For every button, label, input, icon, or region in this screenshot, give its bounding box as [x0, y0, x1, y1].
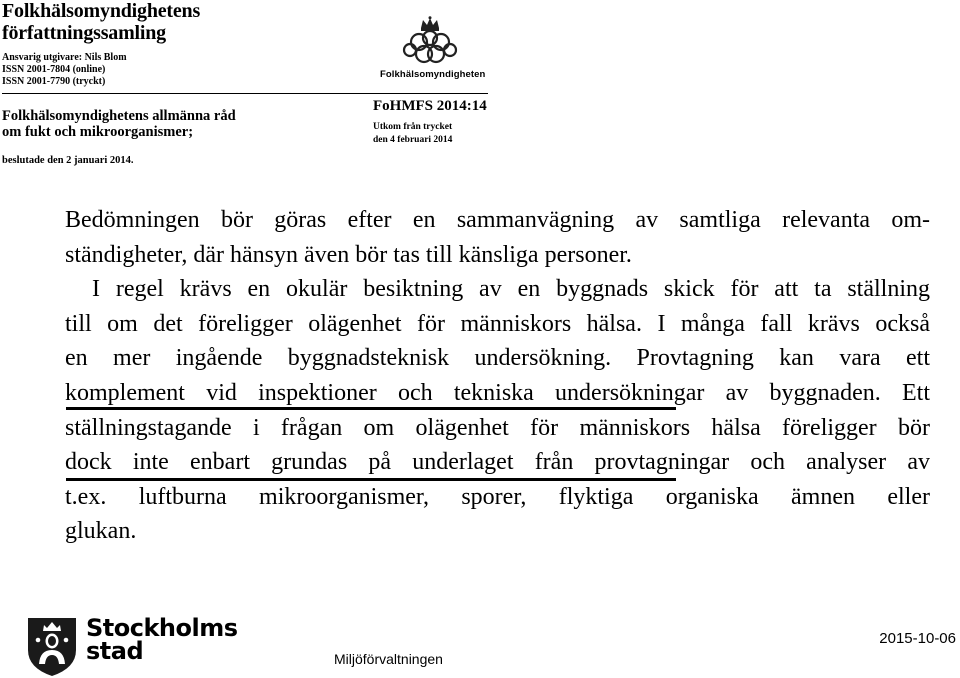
excerpt-line: en mer ingående byggnadsteknisk undersökning. Provtagning kan vara ett — [65, 345, 930, 372]
print-info-line-1: Utkom från trycket — [373, 122, 453, 132]
document-title-line-2: om fukt och mikroorganismer; — [2, 124, 194, 140]
issn-print: ISSN 2001-7790 (tryckt) — [2, 76, 106, 87]
stockholms-stad-wordmark — [86, 614, 238, 665]
document-title — [2, 108, 236, 140]
excerpt-line: komplement vid inspektioner och tekniska undersökningar av byggnaden. Ett — [65, 379, 930, 406]
excerpt-line: ständigheter, där hänsyn även bör tas till känsliga personer. — [65, 241, 632, 268]
department-name: Miljöförvaltningen — [334, 651, 443, 667]
agency-crown-logo-icon — [380, 16, 480, 68]
responsible-publisher: Ansvarig utgivare: Nils Blom — [2, 52, 127, 63]
excerpt-line: till om det föreligger olägenhet för människors hälsa. I många fall krävs också — [65, 310, 930, 337]
agency-name: Folkhälsomyndigheten — [380, 69, 486, 80]
stockholms-stad-shield-icon — [26, 614, 78, 678]
publication-title-line-2: författningssamling — [2, 22, 166, 44]
regulation-code: FoHMFS 2014:14 — [373, 98, 487, 114]
excerpt-line: dock inte enbart grundas på underlaget från provtagningar och analyser av — [65, 449, 930, 476]
document-date: 2015-10-06 — [879, 630, 956, 647]
publication-meta — [2, 52, 127, 88]
publication-title-line-1: Folkhälsomyndighetens — [2, 0, 201, 22]
emphasis-underline — [66, 407, 676, 410]
excerpt-line: t.ex. luftburna mikroorganismer, sporer, flyktiga organiska ämnen eller — [65, 483, 930, 510]
document-title-line-1: Folkhälsomyndighetens allmänna råd — [2, 108, 236, 124]
excerpt-line: glukan. — [65, 518, 137, 545]
issn-online: ISSN 2001-7804 (online) — [2, 64, 106, 75]
excerpt-line: Bedömningen bör göras efter en sammanvägning av samtliga relevanta om- — [65, 207, 930, 233]
excerpt-text — [65, 203, 930, 549]
print-info-line-2: den 4 februari 2014 — [373, 135, 453, 145]
excerpt-line: I regel krävs en okulär besiktning av en byggnads skick för att ta ställning — [92, 276, 930, 303]
emphasis-underline — [66, 478, 676, 481]
excerpt-line: ställningstagande i frågan om olägenhet för människors hälsa föreligger bör — [65, 414, 930, 441]
header-divider — [2, 93, 488, 94]
stockholms-stad-line-1: Stockholms — [86, 614, 238, 642]
decision-date: beslutade den 2 januari 2014. — [2, 155, 134, 166]
publication-title — [2, 0, 200, 44]
print-info — [373, 121, 452, 147]
stockholms-stad-line-2: stad — [86, 637, 144, 665]
